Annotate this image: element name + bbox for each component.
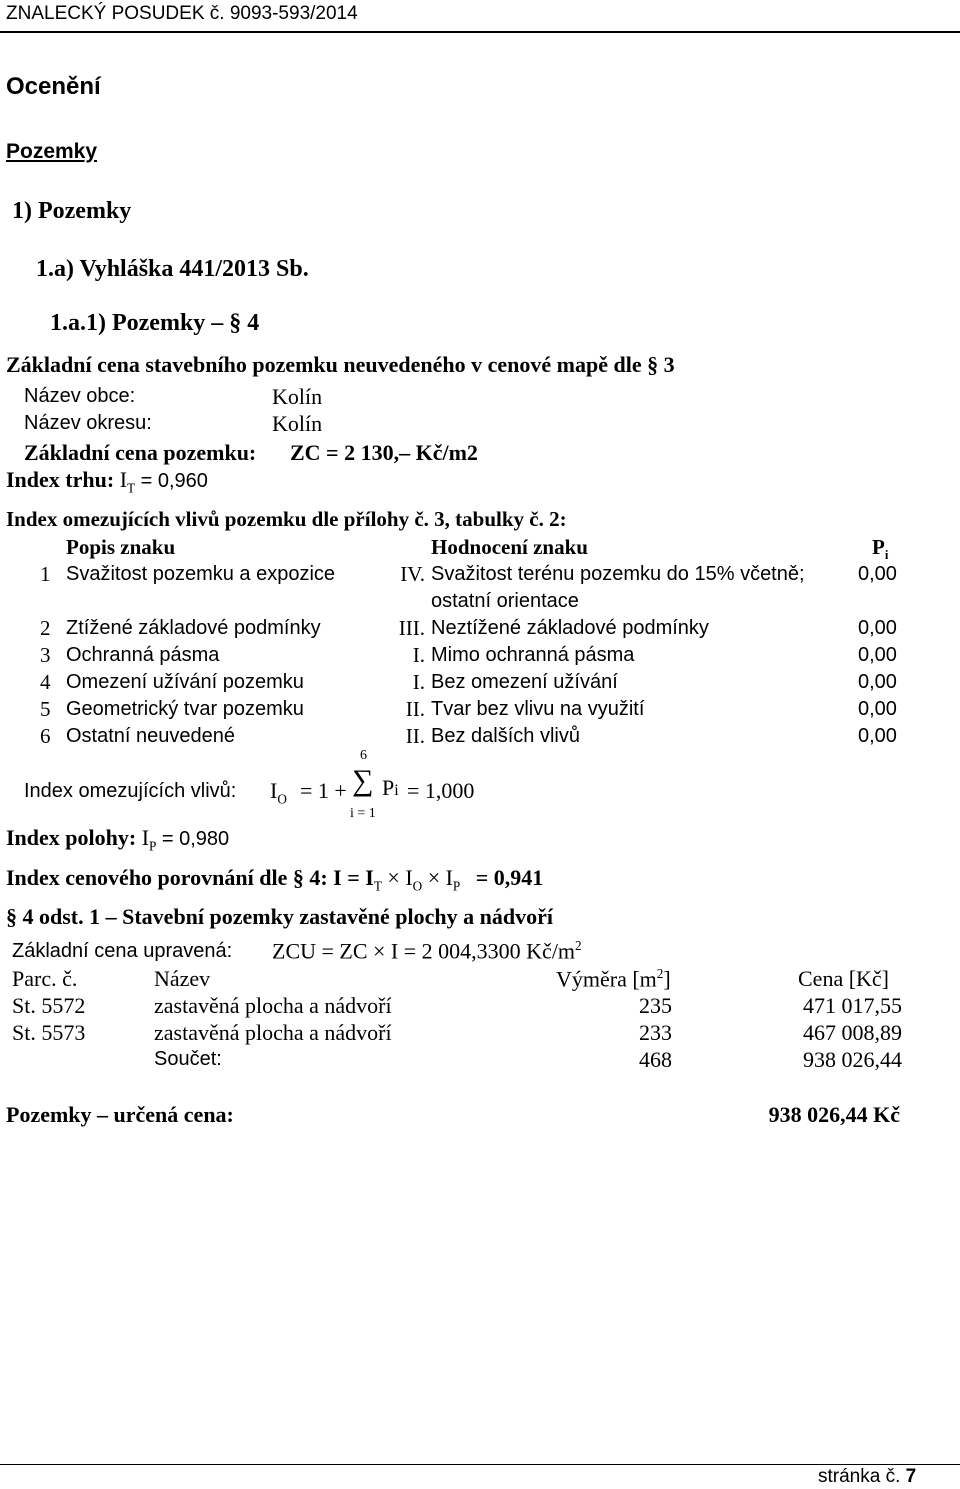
parcel-number: St. 5573 — [12, 1020, 86, 1045]
row-rating: Neztížené základové podmínky — [431, 617, 709, 639]
parcel-price: 471 017,55 — [803, 993, 902, 1018]
row-value: 0,00 — [858, 671, 897, 693]
parcel-table-header-name: Název — [154, 966, 211, 991]
restrict-table-header-rating: Hodnocení znaku — [431, 535, 588, 559]
row-rating: Svažitost terénu pozemku do 15% včetně; — [431, 563, 805, 585]
market-index-symbol: $I_T$ — [119, 467, 136, 496]
restrict-table-header-p: $P_i$ — [872, 535, 889, 563]
final-price-label: Pozemky – určená cena: — [6, 1102, 234, 1127]
row-num: 3 — [40, 643, 51, 667]
restrict-table-header-sign: Popis znaku — [66, 535, 176, 559]
basic-price-heading: Základní cena stavebního pozemku neuvedeného v cenové mapě dle § 3 — [6, 352, 675, 377]
row-value: 0,00 — [858, 644, 897, 666]
location-index-symbol: $I_P$ — [141, 825, 157, 854]
parcel-table-header-area: Výměra $[m^2]$ — [556, 966, 671, 992]
row-value: 0,00 — [858, 698, 897, 720]
row-sign: Omezení užívání pozemku — [66, 671, 304, 693]
row-roman: IV. — [400, 562, 425, 586]
parcel-name: zastavěná plocha a nádvoří — [154, 1020, 392, 1045]
row-rating: Mimo ochranná pásma — [431, 644, 635, 666]
row-roman: III. — [398, 616, 425, 640]
location-index — [6, 825, 229, 854]
total-price: 938 026,44 — [803, 1047, 902, 1072]
row-num: 4 — [40, 670, 51, 694]
section-title: Ocenění — [6, 73, 101, 100]
parcel-area: 233 — [639, 1020, 672, 1045]
built-heading: § 4 odst. 1 – Stavební pozemky zastavěné plochy a nádvoří — [6, 904, 553, 929]
row-sign: Ztížené základové podmínky — [66, 617, 321, 639]
row-value: 0,00 — [858, 563, 897, 585]
sum-lower-limit: i = 1 — [350, 806, 376, 821]
row-rating: Bez omezení užívání — [431, 671, 618, 693]
heading-level-1: 1) Pozemky — [12, 198, 132, 224]
sum-sigma-icon: ∑ — [352, 764, 374, 797]
location-index-label: Index polohy: — [6, 825, 137, 850]
row-num: 2 — [40, 616, 51, 640]
parcel-table-header-price: Cena [Kč] — [798, 966, 890, 991]
subsection-link[interactable]: Pozemky — [6, 140, 98, 163]
restrict-index-p: Pi — [382, 775, 399, 800]
row-num: 1 — [40, 562, 51, 586]
row-value: 0,00 — [858, 725, 897, 747]
page-number: stránka č. 7 — [818, 1466, 917, 1487]
restrict-index-symbol: $I_O$ — [270, 778, 287, 807]
parcel-number: St. 5572 — [12, 993, 86, 1018]
row-num: 5 — [40, 697, 51, 721]
restrict-index-label: Index omezujících vlivů: — [24, 780, 237, 802]
row-roman: II. — [405, 697, 425, 721]
price-comparison-index: Index cenového porovnání dle § 4: $I = I_T \times I_O \times I_P = 0,941$ — [6, 865, 544, 894]
heading-level-3: 1.a.1) Pozemky – § 4 — [50, 310, 260, 336]
district-label: Název okresu: — [24, 412, 152, 434]
row-rating: Tvar bez vlivu na využití — [431, 698, 645, 720]
parcel-name: zastavěná plocha a nádvoří — [154, 993, 392, 1018]
adjusted-price-label: Základní cena upravená: — [12, 940, 233, 962]
row-sign: Geometrický tvar pozemku — [66, 698, 304, 720]
row-roman: II. — [405, 724, 425, 748]
header-rule — [0, 31, 960, 33]
base-price-value: ZC = 2 130,– Kč/m2 — [290, 440, 478, 465]
location-index-value: = 0,980 — [161, 828, 230, 850]
footer-rule — [0, 1464, 960, 1465]
row-sign: Svažitost pozemku a expozice — [66, 563, 336, 585]
restrict-index-result: = 1,000 — [407, 778, 475, 803]
market-index-value: = 0,960 — [140, 470, 208, 492]
document-header-title: ZNALECKÝ POSUDEK č. 9093-593/2014 — [6, 3, 358, 24]
parcel-price: 467 008,89 — [803, 1020, 902, 1045]
parcel-table-header-parcel: Parc. č. — [12, 966, 78, 991]
restrict-heading: Index omezujících vlivů pozemku dle přílohy č. 3, tabulky č. 2: — [6, 507, 567, 531]
market-index — [6, 467, 208, 496]
row-sign: Ostatní neuvedené — [66, 725, 236, 747]
row-rating: Bez dalších vlivů — [431, 725, 580, 747]
total-area: 468 — [639, 1047, 672, 1072]
row-roman: I. — [412, 670, 425, 694]
base-price-label: Základní cena pozemku: — [24, 440, 257, 465]
row-rating-cont: ostatní orientace — [431, 590, 579, 612]
final-price-value: 938 026,44 Kč — [768, 1102, 900, 1127]
row-roman: I. — [412, 643, 425, 667]
district-value: Kolín — [272, 411, 323, 436]
row-sign: Ochranná pásma — [66, 644, 220, 666]
restrict-index-expr: = 1 + — [300, 778, 347, 803]
market-index-label: Index trhu: — [6, 467, 115, 492]
heading-level-2: 1.a) Vyhláška 441/2013 Sb. — [36, 256, 309, 282]
sum-upper-limit: 6 — [360, 748, 367, 763]
adjusted-price-value: ZCU = ZC × I = 2 004,3300 $Kč/m^2$ — [272, 938, 582, 964]
total-label: Součet: — [154, 1048, 222, 1070]
parcel-area: 235 — [639, 993, 672, 1018]
municipality-value: Kolín — [272, 384, 323, 409]
municipality-label: Název obce: — [24, 385, 136, 407]
row-num: 6 — [40, 724, 51, 748]
row-value: 0,00 — [858, 617, 897, 639]
